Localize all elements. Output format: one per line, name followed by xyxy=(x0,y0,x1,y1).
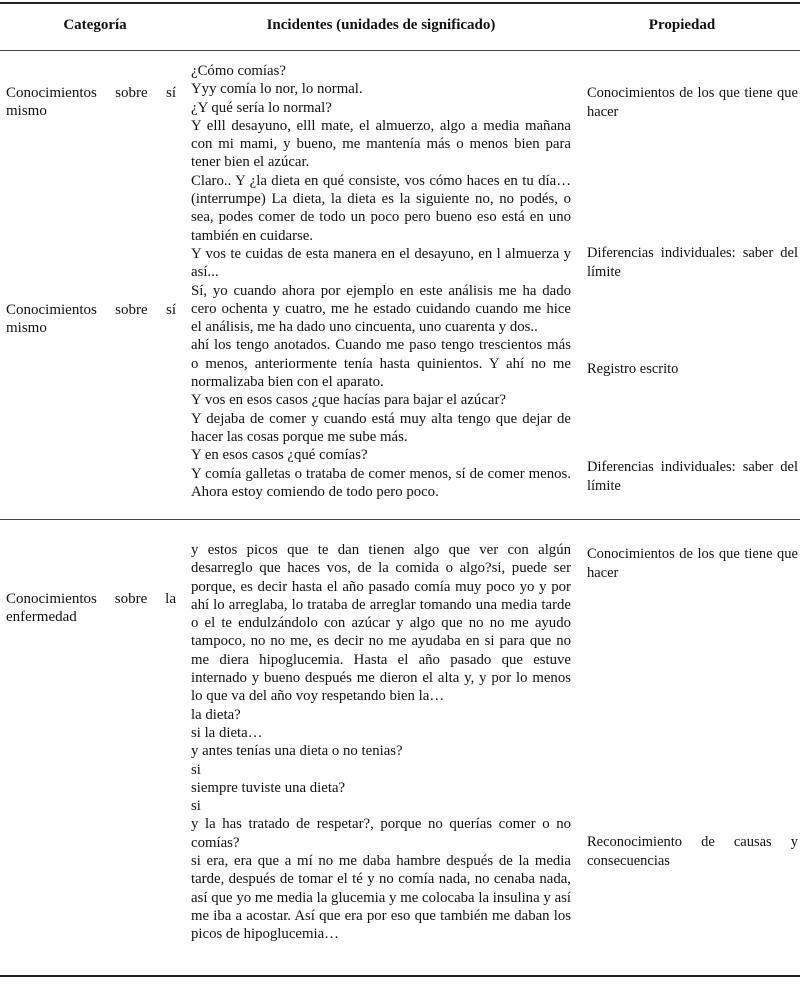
incident-line: Y elll desayuno, elll mate, el almuerzo, algo a media mañana con mi mami, y bueno, me mantenía más o menos bien para tener bien el azúcar. xyxy=(191,117,571,171)
incident-line: ¿Y qué sería lo normal? xyxy=(191,99,332,116)
incident-line: siempre tuviste una dieta? xyxy=(191,779,346,796)
header-property: Propiedad xyxy=(648,17,716,33)
incident-line: y antes tenías una dieta o no tenias? xyxy=(191,743,403,760)
section-divider-rule xyxy=(0,519,800,520)
incident-line: Y dejaba de comer y cuando está muy alta tengo que dejar de hacer las cosas porque me sube más. xyxy=(191,410,571,445)
property-cell: Conocimientos de los que tiene que hacer xyxy=(587,546,798,581)
category-cell: Conocimientos sobre la enfermedad xyxy=(6,591,176,625)
incident-line: y estos picos que te dan tienen algo que ver con algún desarreglo que haces vos, de la comida o algo?si, puede ser porque, es decir hasta el año pasado comía muy poco yo y por ahí lo arreglaba, lo trataba de arreglar tomando una media tarde o el te endulzándolo con azúcar y algo que no no me ayudo tampoco, no no me, es decir no me ayudaba en si para que no me diera hipoglucemia. Hasta el año pasado que estuve internado y bueno después me dieron el alta y, y por lo menos lo que va del año voy respetando bien la… xyxy=(191,542,571,705)
incident-line: Y vos en esos casos ¿que hacías para bajar el azúcar? xyxy=(191,392,506,409)
table-top-rule xyxy=(0,2,800,4)
property-cell: Reconocimiento de causas y consecuencias xyxy=(587,834,798,869)
property-cell: Conocimientos de los que tiene que hacer xyxy=(587,85,798,120)
header-category: Categoría xyxy=(63,17,127,33)
incident-line: Sí, yo cuando ahora por ejemplo en este análisis me ha dado cero ochenta y cuatro, me he estado cuidando cuando me hice el análisis, me ha dado uno cincuenta, uno cuarenta y dos.. xyxy=(191,282,571,336)
incident-line: Y comía galletas o trataba de comer menos, sí de comer menos. Ahora estoy comiendo de todo pero poco. xyxy=(191,465,571,500)
incident-line: Y vos te cuidas de esta manera en el desayuno, en l almuerza y así... xyxy=(191,245,571,281)
incident-line: la dieta? xyxy=(191,706,241,723)
incidents-cell xyxy=(191,541,571,944)
category-cell: Conocimientos sobre sí mismo xyxy=(6,85,176,119)
category-cell: Conocimientos sobre sí mismo xyxy=(6,302,176,336)
incident-line: ¿Cómo comías? xyxy=(191,63,286,79)
incident-line: Claro.. Y ¿la dieta en qué consiste, vos cómo haces en tu día… (interrumpe) La dieta, la dieta es la siguiente no, no podés, o sea, podes comer de todo un poco pero bueno eso está en uno también en cuidarse. xyxy=(191,172,571,244)
incident-line: si xyxy=(191,798,201,815)
property-cell: Diferencias individuales: saber del límite xyxy=(587,459,798,494)
header-bottom-rule xyxy=(0,50,800,51)
incident-line: si la dieta… xyxy=(191,724,263,741)
incident-line: Y en esos casos ¿qué comías? xyxy=(191,447,368,464)
incident-line: ahí los tengo anotados. Cuando me paso tengo trescientos más o menos, anteriormente tenía hasta quinientos. Y ahí no me normalizaba bien con el aparato. xyxy=(191,337,571,391)
header-incidents: Incidentes (unidades de significado) xyxy=(266,17,496,33)
incidents-cell xyxy=(191,62,571,501)
table-bottom-rule xyxy=(0,975,800,977)
incident-line: si xyxy=(191,761,201,778)
property-cell: Registro escrito xyxy=(587,361,679,377)
incident-line: Yyy comía lo nor, lo normal. xyxy=(191,81,363,98)
incident-line: y la has tratado de respetar?, porque no querías comer o no comías? xyxy=(191,816,571,851)
property-cell: Diferencias individuales: saber del límite xyxy=(587,245,798,280)
incident-line: si era, era que a mí no me daba hambre después de la media tarde, después de tomar el té y no comía nada, no cenaba nada, así que yo me media la glucemia y me colocaba la insulina y así me iba a acostar. Así que era por eso que también me daban los picos de hipoglucemia… xyxy=(191,853,571,943)
